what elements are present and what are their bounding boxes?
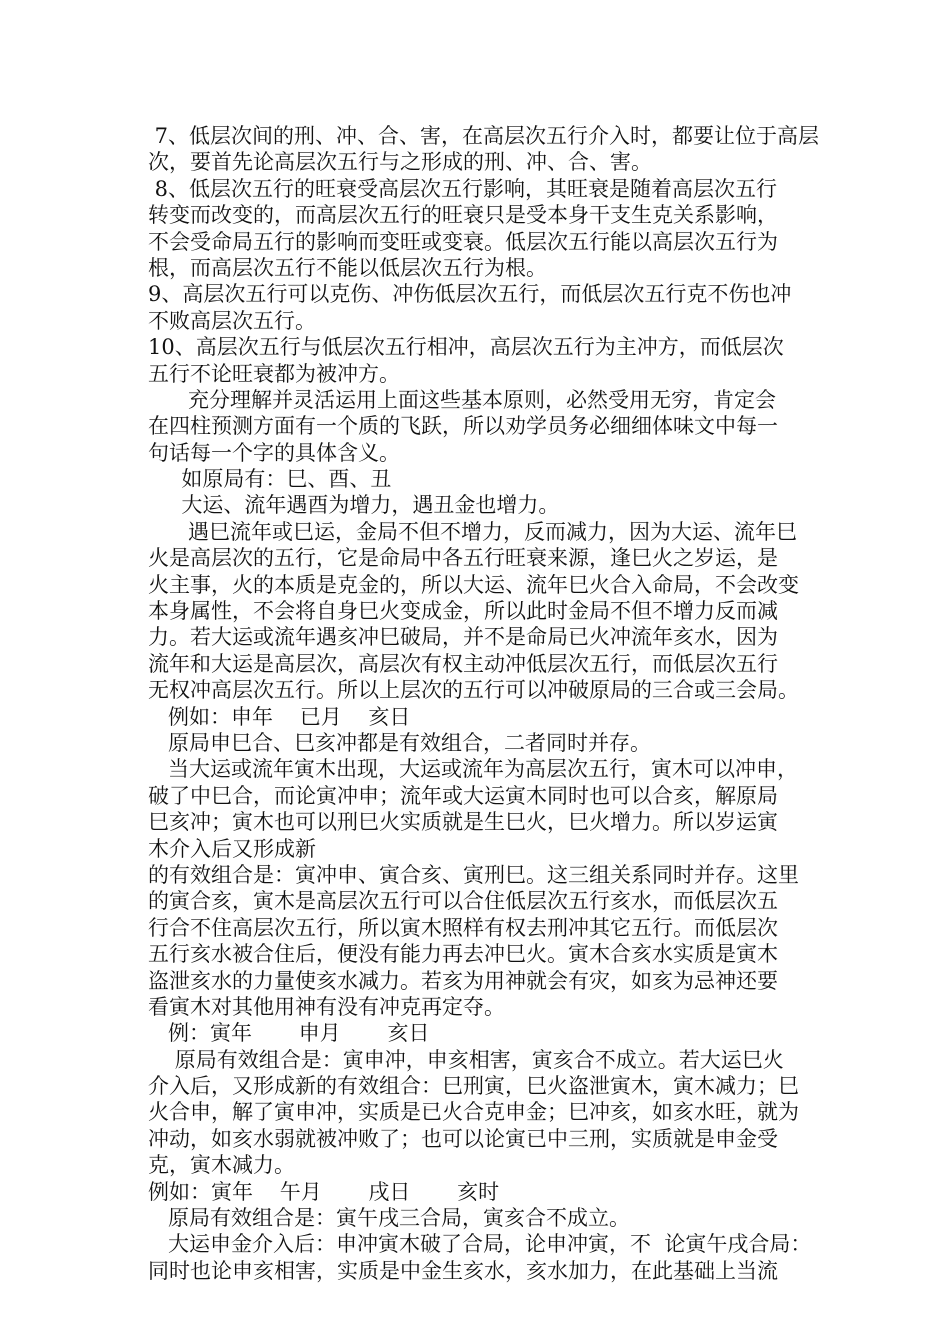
text-line: 本身属性，不会将自身巳火变成金，所以此时金局不但不增力反而减 (148, 599, 778, 624)
text-line: 五行亥水被合住后，便没有能力再去冲巳火。寅木合亥水实质是寅木 (148, 942, 778, 967)
text-line: 行合不住高层次五行，所以寅木照样有权去刑冲其它五行。而低层次 (148, 915, 778, 940)
text-line: 遇巳流年或巳运，金局不但不增力，反而减力，因为大运、流年巳 (148, 519, 798, 544)
document-body-text (148, 123, 828, 1284)
text-line: 原局有效组合是：寅申冲，申亥相害，寅亥合不成立。若大运巳火 (148, 1047, 784, 1072)
text-line: 不败高层次五行。 (148, 308, 316, 333)
text-line: 冲动，如亥水弱就被冲败了；也可以论寅已中三刑，实质就是申金受 (148, 1126, 778, 1151)
text-line: 介入后，又形成新的有效组合：巳刑寅，巳火盗泄寅木，寅木减力；巳 (148, 1074, 799, 1099)
text-line: 大运申金介入后：申冲寅木破了合局，论申冲寅，不 论寅午戌合局： (148, 1232, 812, 1257)
text-line: 大运、流年遇酉为增力，遇丑金也增力。 (148, 493, 560, 518)
text-line: 10、高层次五行与低层次五行相冲，高层次五行为主冲方，而低层次 (148, 335, 784, 360)
text-line: 8、低层次五行的旺衰受高层次五行影响，其旺衰是随着高层次五行 (148, 176, 778, 201)
text-line: 当大运或流年寅木出现，大运或流年为高层次五行，寅木可以冲申， (148, 757, 799, 782)
text-line: 盗泄亥水的力量使亥水减力。若亥为用神就会有灾，如亥为忌神还要 (148, 968, 778, 993)
text-line: 例如：寅年 午月 戌日 亥时 (148, 1179, 500, 1204)
text-line: 不会受命局五行的影响而变旺或变衰。低层次五行能以高层次五行为 (148, 229, 778, 254)
text-line: 火是高层次的五行，它是命局中各五行旺衰来源，逢巳火之岁运，是 (148, 546, 778, 571)
text-line: 转变而改变的，而高层次五行的旺衰只是受本身干支生克关系影响， (148, 203, 778, 228)
text-line: 火合申，解了寅申冲，实质是已火合克申金；巳冲亥，如亥水旺，就为 (148, 1100, 799, 1125)
text-line: 原局有效组合是：寅午戌三合局，寅亥合不成立。 (148, 1206, 631, 1231)
text-line: 五行不论旺衰都为被冲方。 (148, 361, 400, 386)
text-line: 的有效组合是：寅冲申、寅合亥、寅刑巳。这三组关系同时并存。这里 (148, 862, 799, 887)
text-line: 句话每一个字的具体含义。 (148, 440, 400, 465)
text-line: 9、高层次五行可以克伤、冲伤低层次五行，而低层次五行克不伤也冲 (148, 282, 792, 307)
text-line: 例如：申年 已月 亥日 (148, 704, 411, 729)
text-line: 流年和大运是高层次，高层次有权主动冲低层次五行，而低层次五行 (148, 651, 778, 676)
text-line: 原局申巳合、巳亥冲都是有效组合，二者同时并存。 (148, 730, 652, 755)
text-line: 的寅合亥，寅木是高层次五行可以合住低层次五行亥水，而低层次五 (148, 889, 778, 914)
text-line: 充分理解并灵活运用上面这些基本原则，必然受用无穷，肯定会 (148, 387, 777, 412)
text-line: 在四柱预测方面有一个质的飞跃，所以劝学员务必细细体味文中每一 (148, 414, 778, 439)
text-line: 破了中巳合，而论寅冲申；流年或大运寅木同时也可以合亥，解原局 (148, 783, 778, 808)
text-line: 根，而高层次五行不能以低层次五行为根。 (148, 255, 547, 280)
text-line: 同时也论申亥相害，实质是中金生亥水，亥水加力，在此基础上当流 (148, 1258, 778, 1283)
text-line: 无权冲高层次五行。所以上层次的五行可以冲破原局的三合或三会局。 (148, 678, 799, 703)
text-line: 克，寅木减力。 (148, 1153, 295, 1178)
text-line: 木介入后又形成新 (148, 836, 316, 861)
text-line: 巳亥冲；寅木也可以刑巳火实质就是生巳火，巳火增力。所以岁运寅 (148, 810, 778, 835)
text-line: 次，要首先论高层次五行与之形成的刑、冲、合、害。 (148, 150, 652, 175)
text-line: 看寅木对其他用神有没有冲克再定夺。 (148, 994, 505, 1019)
text-line: 火主事，火的本质是克金的，所以大运、流年巳火合入命局，不会改变 (148, 572, 799, 597)
text-line: 例：寅年 申月 亥日 (148, 1021, 430, 1046)
text-line: 如原局有：巳、酉、丑 (148, 467, 392, 492)
text-line: 力。若大运或流年遇亥冲巳破局，并不是命局已火冲流年亥水，因为 (148, 625, 778, 650)
text-line: 7、低层次间的刑、冲、合、害，在高层次五行介入时，都要让位于高层 (148, 124, 820, 148)
